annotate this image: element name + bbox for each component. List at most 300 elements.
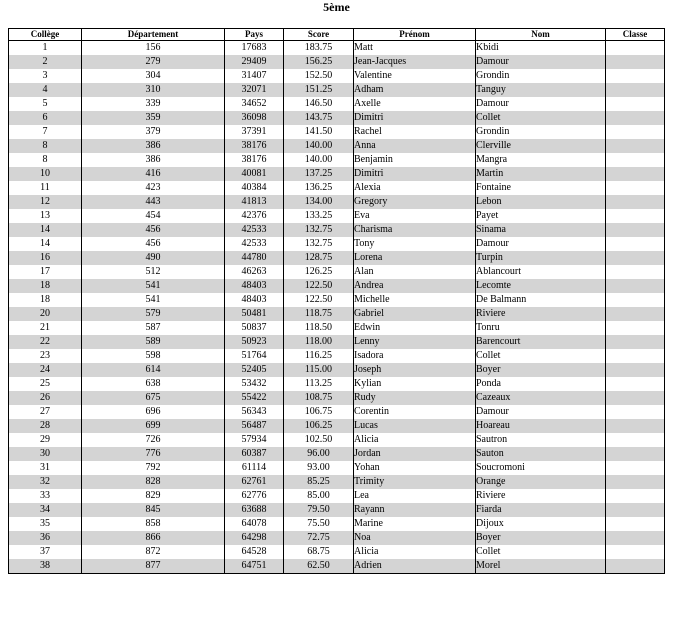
cell-prenom: Alexia [354, 181, 476, 195]
cell-college-rank: 8 [9, 153, 82, 167]
table-row [9, 195, 665, 209]
table-row [9, 167, 665, 181]
table-row [9, 83, 665, 97]
cell-college-rank: 36 [9, 531, 82, 545]
cell-college-rank: 20 [9, 307, 82, 321]
cell-classe [606, 531, 665, 545]
cell-prenom: Adham [354, 83, 476, 97]
cell-prenom: Anna [354, 139, 476, 153]
cell-score: 116.25 [284, 349, 354, 363]
cell-college-rank: 11 [9, 181, 82, 195]
cell-pays-rank: 63688 [225, 503, 284, 517]
cell-departement-rank: 279 [82, 55, 225, 69]
table-row [9, 461, 665, 475]
cell-nom: Tonru [476, 321, 606, 335]
cell-score: 102.50 [284, 433, 354, 447]
cell-departement-rank: 579 [82, 307, 225, 321]
cell-pays-rank: 40384 [225, 181, 284, 195]
cell-classe [606, 153, 665, 167]
cell-pays-rank: 64751 [225, 559, 284, 574]
cell-nom: Damour [476, 97, 606, 111]
cell-nom: Grondin [476, 125, 606, 139]
cell-college-rank: 24 [9, 363, 82, 377]
cell-classe [606, 181, 665, 195]
cell-pays-rank: 51764 [225, 349, 284, 363]
cell-departement-rank: 541 [82, 293, 225, 307]
column-header-pays: Pays [225, 29, 284, 41]
cell-score: 68.75 [284, 545, 354, 559]
cell-college-rank: 12 [9, 195, 82, 209]
cell-college-rank: 8 [9, 139, 82, 153]
column-header-college: Collège [9, 29, 82, 41]
cell-classe [606, 405, 665, 419]
cell-prenom: Lorena [354, 251, 476, 265]
cell-score: 106.75 [284, 405, 354, 419]
cell-nom: Soucromoni [476, 461, 606, 475]
cell-prenom: Rayann [354, 503, 476, 517]
cell-prenom: Noa [354, 531, 476, 545]
cell-pays-rank: 42533 [225, 237, 284, 251]
table-row [9, 503, 665, 517]
cell-college-rank: 6 [9, 111, 82, 125]
cell-nom: Riviere [476, 307, 606, 321]
cell-classe [606, 139, 665, 153]
table-row [9, 545, 665, 559]
cell-nom: Dijoux [476, 517, 606, 531]
cell-nom: Kbidi [476, 41, 606, 56]
cell-departement-rank: 310 [82, 83, 225, 97]
results-table [8, 28, 665, 574]
cell-score: 113.25 [284, 377, 354, 391]
cell-classe [606, 559, 665, 574]
cell-score: 136.25 [284, 181, 354, 195]
cell-prenom: Alicia [354, 545, 476, 559]
table-row [9, 307, 665, 321]
cell-nom: Lecomte [476, 279, 606, 293]
cell-prenom: Adrien [354, 559, 476, 574]
cell-college-rank: 34 [9, 503, 82, 517]
cell-classe [606, 237, 665, 251]
cell-pays-rank: 50837 [225, 321, 284, 335]
cell-departement-rank: 443 [82, 195, 225, 209]
cell-college-rank: 37 [9, 545, 82, 559]
cell-classe [606, 475, 665, 489]
cell-departement-rank: 456 [82, 223, 225, 237]
cell-departement-rank: 156 [82, 41, 225, 56]
table-row [9, 55, 665, 69]
cell-nom: Sinama [476, 223, 606, 237]
cell-nom: Sauton [476, 447, 606, 461]
cell-prenom: Charisma [354, 223, 476, 237]
cell-nom: Collet [476, 111, 606, 125]
cell-college-rank: 7 [9, 125, 82, 139]
cell-classe [606, 503, 665, 517]
cell-prenom: Yohan [354, 461, 476, 475]
cell-nom: Hoareau [476, 419, 606, 433]
cell-prenom: Alan [354, 265, 476, 279]
cell-college-rank: 17 [9, 265, 82, 279]
cell-classe [606, 391, 665, 405]
cell-pays-rank: 50481 [225, 307, 284, 321]
cell-departement-rank: 614 [82, 363, 225, 377]
results-body [9, 41, 665, 574]
cell-prenom: Benjamin [354, 153, 476, 167]
cell-prenom: Michelle [354, 293, 476, 307]
cell-classe [606, 335, 665, 349]
cell-nom: Martin [476, 167, 606, 181]
cell-nom: Morel [476, 559, 606, 574]
cell-departement-rank: 858 [82, 517, 225, 531]
cell-classe [606, 97, 665, 111]
cell-classe [606, 461, 665, 475]
cell-prenom: Lucas [354, 419, 476, 433]
cell-college-rank: 23 [9, 349, 82, 363]
cell-classe [606, 307, 665, 321]
cell-pays-rank: 42376 [225, 209, 284, 223]
cell-pays-rank: 53432 [225, 377, 284, 391]
cell-score: 140.00 [284, 139, 354, 153]
table-row [9, 293, 665, 307]
cell-college-rank: 1 [9, 41, 82, 56]
cell-classe [606, 517, 665, 531]
cell-nom: Collet [476, 349, 606, 363]
cell-score: 118.75 [284, 307, 354, 321]
cell-classe [606, 447, 665, 461]
cell-departement-rank: 423 [82, 181, 225, 195]
cell-college-rank: 18 [9, 293, 82, 307]
cell-score: 122.50 [284, 279, 354, 293]
cell-college-rank: 25 [9, 377, 82, 391]
cell-prenom: Matt [354, 41, 476, 56]
cell-classe [606, 209, 665, 223]
cell-nom: Sautron [476, 433, 606, 447]
cell-college-rank: 38 [9, 559, 82, 574]
cell-pays-rank: 17683 [225, 41, 284, 56]
cell-prenom: Alicia [354, 433, 476, 447]
column-header-departement: Département [82, 29, 225, 41]
cell-score: 122.50 [284, 293, 354, 307]
cell-prenom: Rachel [354, 125, 476, 139]
cell-pays-rank: 48403 [225, 293, 284, 307]
cell-nom: Fiarda [476, 503, 606, 517]
cell-score: 183.75 [284, 41, 354, 56]
cell-pays-rank: 60387 [225, 447, 284, 461]
cell-nom: Riviere [476, 489, 606, 503]
cell-prenom: Joseph [354, 363, 476, 377]
cell-score: 128.75 [284, 251, 354, 265]
cell-departement-rank: 386 [82, 139, 225, 153]
cell-score: 75.50 [284, 517, 354, 531]
cell-college-rank: 10 [9, 167, 82, 181]
cell-pays-rank: 31407 [225, 69, 284, 83]
cell-pays-rank: 36098 [225, 111, 284, 125]
cell-nom: Boyer [476, 363, 606, 377]
table-row [9, 475, 665, 489]
cell-departement-rank: 638 [82, 377, 225, 391]
cell-prenom: Andrea [354, 279, 476, 293]
cell-prenom: Dimitri [354, 167, 476, 181]
cell-classe [606, 489, 665, 503]
cell-nom: Grondin [476, 69, 606, 83]
cell-pays-rank: 57934 [225, 433, 284, 447]
cell-pays-rank: 46263 [225, 265, 284, 279]
table-row [9, 153, 665, 167]
cell-nom: Cazeaux [476, 391, 606, 405]
table-row [9, 531, 665, 545]
cell-nom: Lebon [476, 195, 606, 209]
cell-college-rank: 35 [9, 517, 82, 531]
table-row [9, 237, 665, 251]
cell-departement-rank: 379 [82, 125, 225, 139]
cell-prenom: Valentine [354, 69, 476, 83]
cell-classe [606, 419, 665, 433]
cell-pays-rank: 62761 [225, 475, 284, 489]
cell-departement-rank: 416 [82, 167, 225, 181]
cell-score: 133.25 [284, 209, 354, 223]
cell-pays-rank: 32071 [225, 83, 284, 97]
cell-prenom: Tony [354, 237, 476, 251]
cell-departement-rank: 304 [82, 69, 225, 83]
cell-pays-rank: 52405 [225, 363, 284, 377]
cell-score: 62.50 [284, 559, 354, 574]
table-row [9, 321, 665, 335]
cell-prenom: Gregory [354, 195, 476, 209]
cell-classe [606, 321, 665, 335]
table-row [9, 391, 665, 405]
cell-score: 143.75 [284, 111, 354, 125]
cell-pays-rank: 64078 [225, 517, 284, 531]
cell-departement-rank: 872 [82, 545, 225, 559]
cell-pays-rank: 38176 [225, 139, 284, 153]
cell-score: 151.25 [284, 83, 354, 97]
cell-nom: Mangra [476, 153, 606, 167]
cell-college-rank: 5 [9, 97, 82, 111]
cell-classe [606, 545, 665, 559]
cell-prenom: Eva [354, 209, 476, 223]
cell-nom: Damour [476, 237, 606, 251]
cell-classe [606, 377, 665, 391]
cell-prenom: Marine [354, 517, 476, 531]
cell-departement-rank: 386 [82, 153, 225, 167]
cell-nom: Damour [476, 405, 606, 419]
table-row [9, 111, 665, 125]
cell-nom: Tanguy [476, 83, 606, 97]
table-row [9, 433, 665, 447]
cell-score: 132.75 [284, 223, 354, 237]
cell-prenom: Corentin [354, 405, 476, 419]
cell-score: 118.00 [284, 335, 354, 349]
cell-score: 146.50 [284, 97, 354, 111]
table-row [9, 363, 665, 377]
header-row [9, 29, 665, 41]
cell-score: 132.75 [284, 237, 354, 251]
cell-college-rank: 16 [9, 251, 82, 265]
cell-departement-rank: 512 [82, 265, 225, 279]
cell-pays-rank: 61114 [225, 461, 284, 475]
cell-prenom: Isadora [354, 349, 476, 363]
column-header-classe: Classe [606, 29, 665, 41]
table-row [9, 559, 665, 574]
cell-classe [606, 111, 665, 125]
cell-nom: Orange [476, 475, 606, 489]
cell-nom: Collet [476, 545, 606, 559]
cell-prenom: Jean-Jacques [354, 55, 476, 69]
cell-college-rank: 21 [9, 321, 82, 335]
cell-departement-rank: 792 [82, 461, 225, 475]
cell-prenom: Lea [354, 489, 476, 503]
cell-prenom: Jordan [354, 447, 476, 461]
cell-classe [606, 55, 665, 69]
cell-pays-rank: 56487 [225, 419, 284, 433]
cell-classe [606, 69, 665, 83]
cell-nom: De Balmann [476, 293, 606, 307]
cell-nom: Damour [476, 55, 606, 69]
table-row [9, 181, 665, 195]
cell-classe [606, 195, 665, 209]
cell-prenom: Trimity [354, 475, 476, 489]
table-row [9, 125, 665, 139]
cell-prenom: Gabriel [354, 307, 476, 321]
cell-college-rank: 32 [9, 475, 82, 489]
cell-college-rank: 28 [9, 419, 82, 433]
cell-score: 93.00 [284, 461, 354, 475]
table-row [9, 69, 665, 83]
cell-nom: Boyer [476, 531, 606, 545]
page-title: 5ème [323, 0, 350, 14]
cell-college-rank: 31 [9, 461, 82, 475]
cell-college-rank: 30 [9, 447, 82, 461]
cell-departement-rank: 359 [82, 111, 225, 125]
cell-departement-rank: 726 [82, 433, 225, 447]
table-row [9, 265, 665, 279]
cell-score: 79.50 [284, 503, 354, 517]
table-row [9, 405, 665, 419]
cell-college-rank: 3 [9, 69, 82, 83]
column-header-nom: Nom [476, 29, 606, 41]
cell-nom: Ablancourt [476, 265, 606, 279]
cell-departement-rank: 877 [82, 559, 225, 574]
cell-departement-rank: 456 [82, 237, 225, 251]
cell-departement-rank: 675 [82, 391, 225, 405]
cell-prenom: Axelle [354, 97, 476, 111]
cell-pays-rank: 55422 [225, 391, 284, 405]
table-row [9, 251, 665, 265]
cell-nom: Fontaine [476, 181, 606, 195]
table-row [9, 489, 665, 503]
cell-classe [606, 251, 665, 265]
cell-nom: Clerville [476, 139, 606, 153]
table-row [9, 139, 665, 153]
table-row [9, 335, 665, 349]
cell-pays-rank: 37391 [225, 125, 284, 139]
cell-classe [606, 125, 665, 139]
table-row [9, 223, 665, 237]
cell-pays-rank: 38176 [225, 153, 284, 167]
cell-college-rank: 2 [9, 55, 82, 69]
cell-classe [606, 293, 665, 307]
cell-departement-rank: 598 [82, 349, 225, 363]
table-row [9, 279, 665, 293]
cell-departement-rank: 828 [82, 475, 225, 489]
cell-score: 156.25 [284, 55, 354, 69]
cell-score: 72.75 [284, 531, 354, 545]
cell-pays-rank: 34652 [225, 97, 284, 111]
cell-score: 126.25 [284, 265, 354, 279]
cell-prenom: Kylian [354, 377, 476, 391]
cell-college-rank: 29 [9, 433, 82, 447]
cell-departement-rank: 587 [82, 321, 225, 335]
cell-nom: Ponda [476, 377, 606, 391]
table-row [9, 209, 665, 223]
cell-pays-rank: 50923 [225, 335, 284, 349]
cell-classe [606, 167, 665, 181]
cell-score: 96.00 [284, 447, 354, 461]
cell-score: 134.00 [284, 195, 354, 209]
column-header-score: Score [284, 29, 354, 41]
cell-score: 85.00 [284, 489, 354, 503]
cell-score: 140.00 [284, 153, 354, 167]
cell-classe [606, 349, 665, 363]
cell-departement-rank: 696 [82, 405, 225, 419]
cell-college-rank: 18 [9, 279, 82, 293]
cell-prenom: Edwin [354, 321, 476, 335]
cell-departement-rank: 845 [82, 503, 225, 517]
cell-pays-rank: 44780 [225, 251, 284, 265]
cell-pays-rank: 64528 [225, 545, 284, 559]
cell-departement-rank: 490 [82, 251, 225, 265]
cell-pays-rank: 40081 [225, 167, 284, 181]
cell-prenom: Dimitri [354, 111, 476, 125]
table-row [9, 517, 665, 531]
cell-score: 141.50 [284, 125, 354, 139]
cell-classe [606, 433, 665, 447]
cell-departement-rank: 454 [82, 209, 225, 223]
cell-classe [606, 83, 665, 97]
table-row [9, 447, 665, 461]
cell-nom: Payet [476, 209, 606, 223]
cell-departement-rank: 776 [82, 447, 225, 461]
cell-departement-rank: 866 [82, 531, 225, 545]
column-header-prenom: Prénom [354, 29, 476, 41]
cell-classe [606, 363, 665, 377]
cell-college-rank: 14 [9, 237, 82, 251]
cell-departement-rank: 589 [82, 335, 225, 349]
cell-pays-rank: 41813 [225, 195, 284, 209]
table-row [9, 41, 665, 56]
cell-college-rank: 33 [9, 489, 82, 503]
cell-prenom: Rudy [354, 391, 476, 405]
cell-score: 118.50 [284, 321, 354, 335]
cell-pays-rank: 42533 [225, 223, 284, 237]
cell-college-rank: 26 [9, 391, 82, 405]
cell-nom: Turpin [476, 251, 606, 265]
cell-classe [606, 41, 665, 56]
table-row [9, 419, 665, 433]
cell-score: 85.25 [284, 475, 354, 489]
cell-score: 137.25 [284, 167, 354, 181]
cell-score: 115.00 [284, 363, 354, 377]
cell-pays-rank: 62776 [225, 489, 284, 503]
table-row [9, 97, 665, 111]
cell-college-rank: 13 [9, 209, 82, 223]
cell-classe [606, 265, 665, 279]
cell-pays-rank: 48403 [225, 279, 284, 293]
cell-prenom: Lenny [354, 335, 476, 349]
cell-college-rank: 14 [9, 223, 82, 237]
cell-score: 108.75 [284, 391, 354, 405]
cell-pays-rank: 64298 [225, 531, 284, 545]
cell-classe [606, 223, 665, 237]
